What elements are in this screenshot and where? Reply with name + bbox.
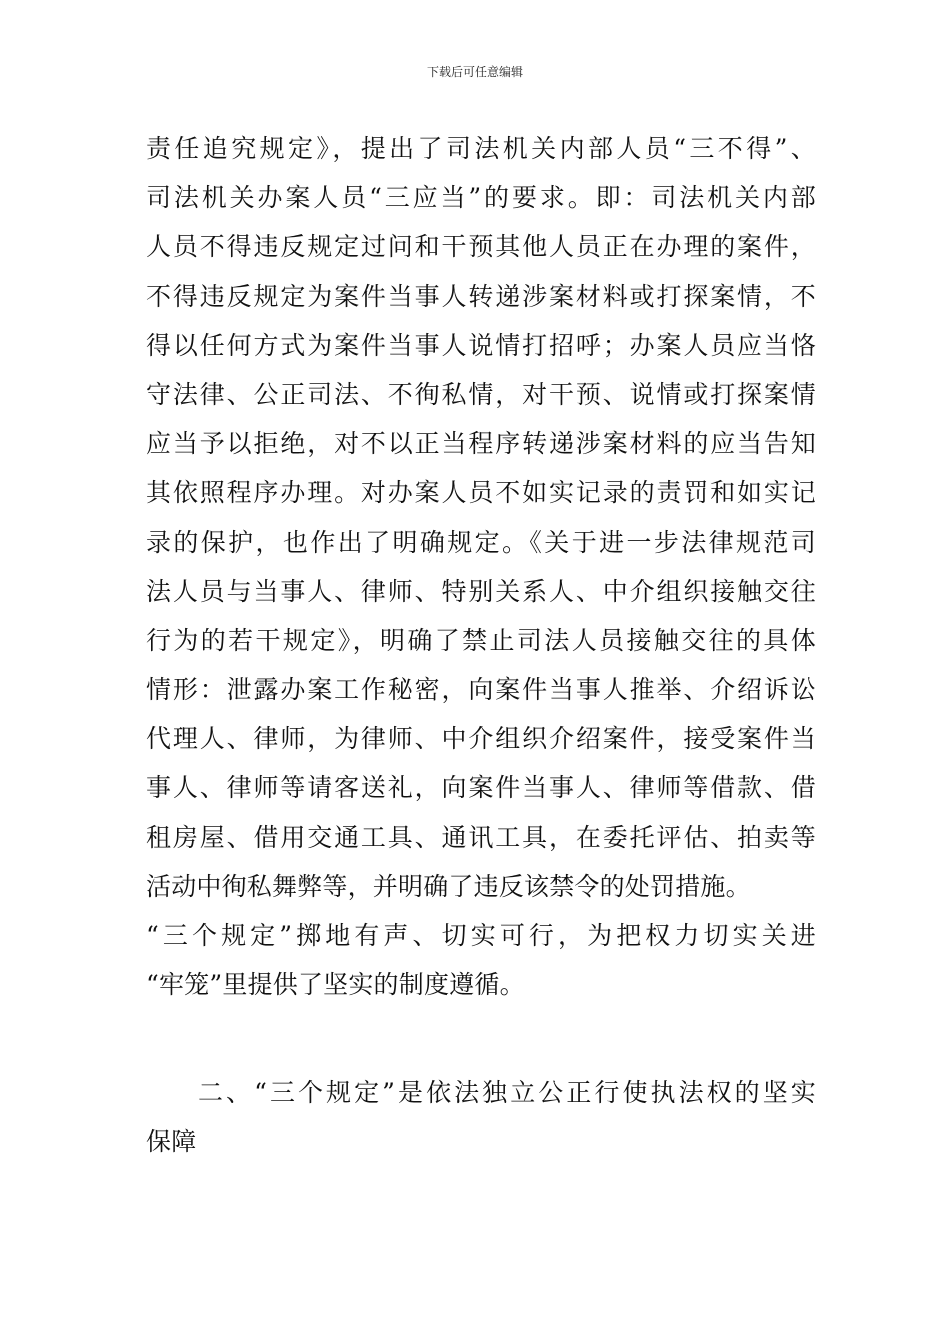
paragraph-line: 责任追究规定》，提出了司法机关内部人员“三不得”、 <box>146 134 816 163</box>
paragraph-line: 活动中徇私舞弊等，并明确了违反该禁令的处罚措施。 <box>146 871 751 901</box>
paragraph-line: 录的保护，也作出了明确规定。《关于进一步法律规范司 <box>146 527 816 557</box>
section-heading <box>146 1068 816 1166</box>
paragraph-line: 得以任何方式为案件当事人说情打招呼；办案人员应当恪 <box>146 330 816 360</box>
paragraph-line: 租房屋、借用交通工具、通讯工具，在委托评估、拍卖等 <box>146 822 816 852</box>
paragraph-line: 其依照程序办理。对办案人员不如实记录的责罚和如实记 <box>146 478 816 508</box>
section-heading-line-1: 二、“三个规定”是依法独立公正行使执法权的坚实 <box>198 1078 816 1107</box>
paragraph-line: 不得违反规定为案件当事人转递涉案材料或打探案情，不 <box>146 281 816 311</box>
paragraph-line: 代理人、律师，为律师、中介组织介绍案件，接受案件当 <box>146 724 816 754</box>
paragraph-line: 司法机关办案人员“三应当”的要求。即：司法机关内部 <box>146 183 816 213</box>
section-heading-line-2: 保障 <box>146 1127 197 1157</box>
paragraph-line: 法人员与当事人、律师、特别关系人、中介组织接触交往 <box>146 576 816 606</box>
paragraph-line: “牢笼”里提供了坚实的制度遵循。 <box>146 970 525 1000</box>
paragraph-line: “三个规定”掷地有声、切实可行，为把权力切实关进 <box>146 921 816 950</box>
body-paragraph <box>146 124 816 1009</box>
paragraph-line: 应当予以拒绝，对不以正当程序转递涉案材料的应当告知 <box>146 429 816 459</box>
paragraph-line: 守法律、公正司法、不徇私情，对干预、说情或打探案情 <box>146 379 816 409</box>
paragraph-line: 事人、律师等请客送礼，向案件当事人、律师等借款、借 <box>146 773 816 803</box>
paragraph-line: 人员不得违反规定过问和干预其他人员正在办理的案件， <box>146 232 816 262</box>
page-header: 下载后可任意编辑 <box>426 65 523 79</box>
paragraph-line: 行为的若干规定》，明确了禁止司法人员接触交往的具体 <box>146 625 816 655</box>
paragraph-line: 情形：泄露办案工作秘密，向案件当事人推举、介绍诉讼 <box>146 675 816 705</box>
